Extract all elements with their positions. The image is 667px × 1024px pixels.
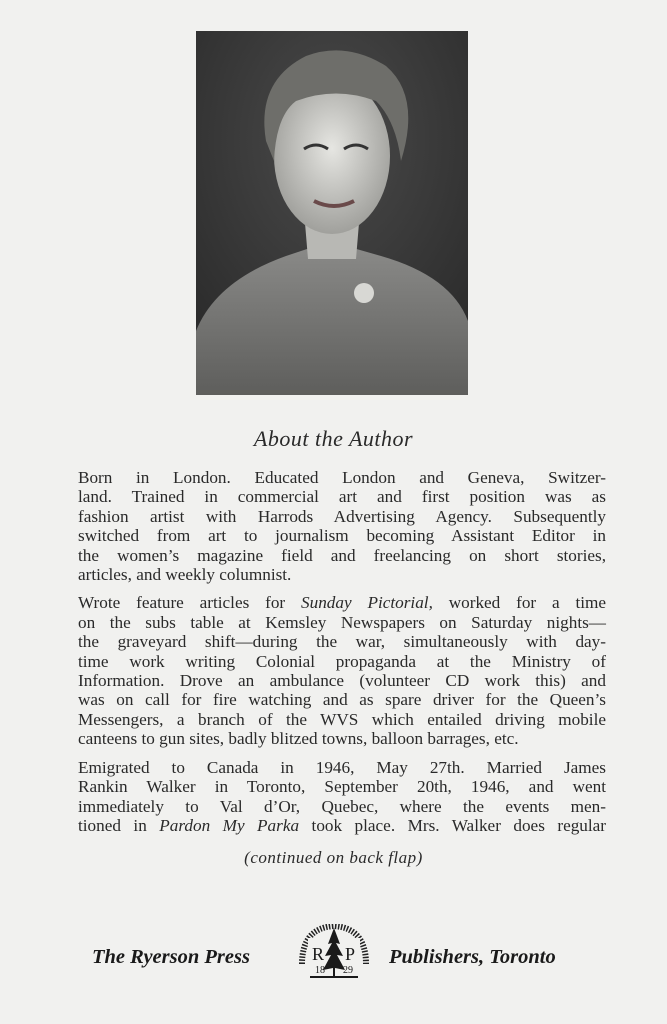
text-line bbox=[78, 797, 606, 816]
text-line bbox=[78, 565, 606, 584]
biography-paragraph bbox=[78, 758, 606, 836]
text-line bbox=[78, 487, 606, 506]
logo-letter-p: P bbox=[344, 944, 356, 964]
text-line bbox=[78, 593, 606, 612]
logo-year-left: 18 bbox=[315, 965, 325, 976]
text-segment: land. Trained in commercial art and first position was as bbox=[78, 487, 606, 507]
text-segment: Information. Drove an ambulance (volunteer CD work this) and bbox=[78, 671, 606, 691]
text-segment: on the subs table at Kemsley Newspapers on Saturday nights— bbox=[78, 612, 606, 632]
author-portrait-photo bbox=[196, 31, 468, 395]
text-segment: fashion artist with Harrods Advertising Agency. Subsequently bbox=[78, 506, 606, 526]
text-segment: worked for a time bbox=[432, 593, 607, 613]
ryerson-press-tree-logo bbox=[296, 924, 372, 982]
about-author-heading: About the Author bbox=[253, 426, 414, 451]
text-line bbox=[78, 526, 606, 545]
text-line bbox=[78, 546, 606, 565]
logo-letter-r: R bbox=[311, 944, 325, 964]
text-segment: Born in London. Educated London and Geneva, Switzer- bbox=[78, 468, 606, 487]
text-segment: Wrote feature articles for bbox=[78, 593, 302, 613]
text-segment: canteens to gun sites, badly blitzed towns, balloon barrages, etc. bbox=[78, 729, 519, 749]
text-line bbox=[78, 690, 606, 709]
italic-title-text: Sunday Pictorial, bbox=[301, 593, 433, 613]
text-segment: Rankin Walker in Toronto, September 20th, 1946, and went bbox=[78, 777, 606, 797]
text-line bbox=[78, 507, 606, 526]
text-line bbox=[78, 613, 606, 632]
text-line bbox=[78, 652, 606, 671]
publisher-location: Publishers, Toronto bbox=[389, 946, 556, 968]
text-segment: immediately to Val d’Or, Quebec, where the events men- bbox=[78, 796, 606, 816]
text-segment: time work writing Colonial propaganda at the Ministry of bbox=[78, 651, 606, 671]
text-line bbox=[78, 632, 606, 651]
text-segment: Messengers, a branch of the WVS which entailed driving mobile bbox=[78, 709, 606, 729]
text-segment: articles, and weekly columnist. bbox=[78, 565, 292, 585]
publisher-footer bbox=[0, 940, 667, 990]
text-segment: the graveyard shift—during the war, simultaneously with day- bbox=[78, 632, 606, 652]
text-line bbox=[78, 816, 606, 835]
italic-title-text: Pardon My Parka bbox=[159, 815, 300, 835]
text-line bbox=[78, 729, 606, 748]
biography-paragraph bbox=[78, 468, 606, 584]
logo-year-right: 29 bbox=[343, 965, 353, 976]
text-segment: was on call for fire watching and as spare driver for the Queen’s bbox=[78, 690, 606, 710]
continued-note: (continued on back flap) bbox=[244, 848, 423, 867]
text-line bbox=[78, 777, 606, 796]
text-segment: took place. Mrs. Walker does regular bbox=[299, 815, 607, 835]
text-segment: Emigrated to Canada in 1946, May 27th. Married James bbox=[78, 757, 606, 777]
author-biography bbox=[78, 468, 606, 844]
biography-paragraph bbox=[78, 593, 606, 748]
text-line bbox=[78, 710, 606, 729]
text-segment: switched from art to journalism becoming Assistant Editor in bbox=[78, 526, 606, 546]
text-segment: tioned in bbox=[78, 815, 160, 835]
publisher-name: The Ryerson Press bbox=[92, 946, 250, 968]
text-line bbox=[78, 468, 606, 487]
text-line bbox=[78, 671, 606, 690]
text-segment: the women’s magazine field and freelancing on short stories, bbox=[78, 545, 606, 565]
text-line bbox=[78, 758, 606, 777]
